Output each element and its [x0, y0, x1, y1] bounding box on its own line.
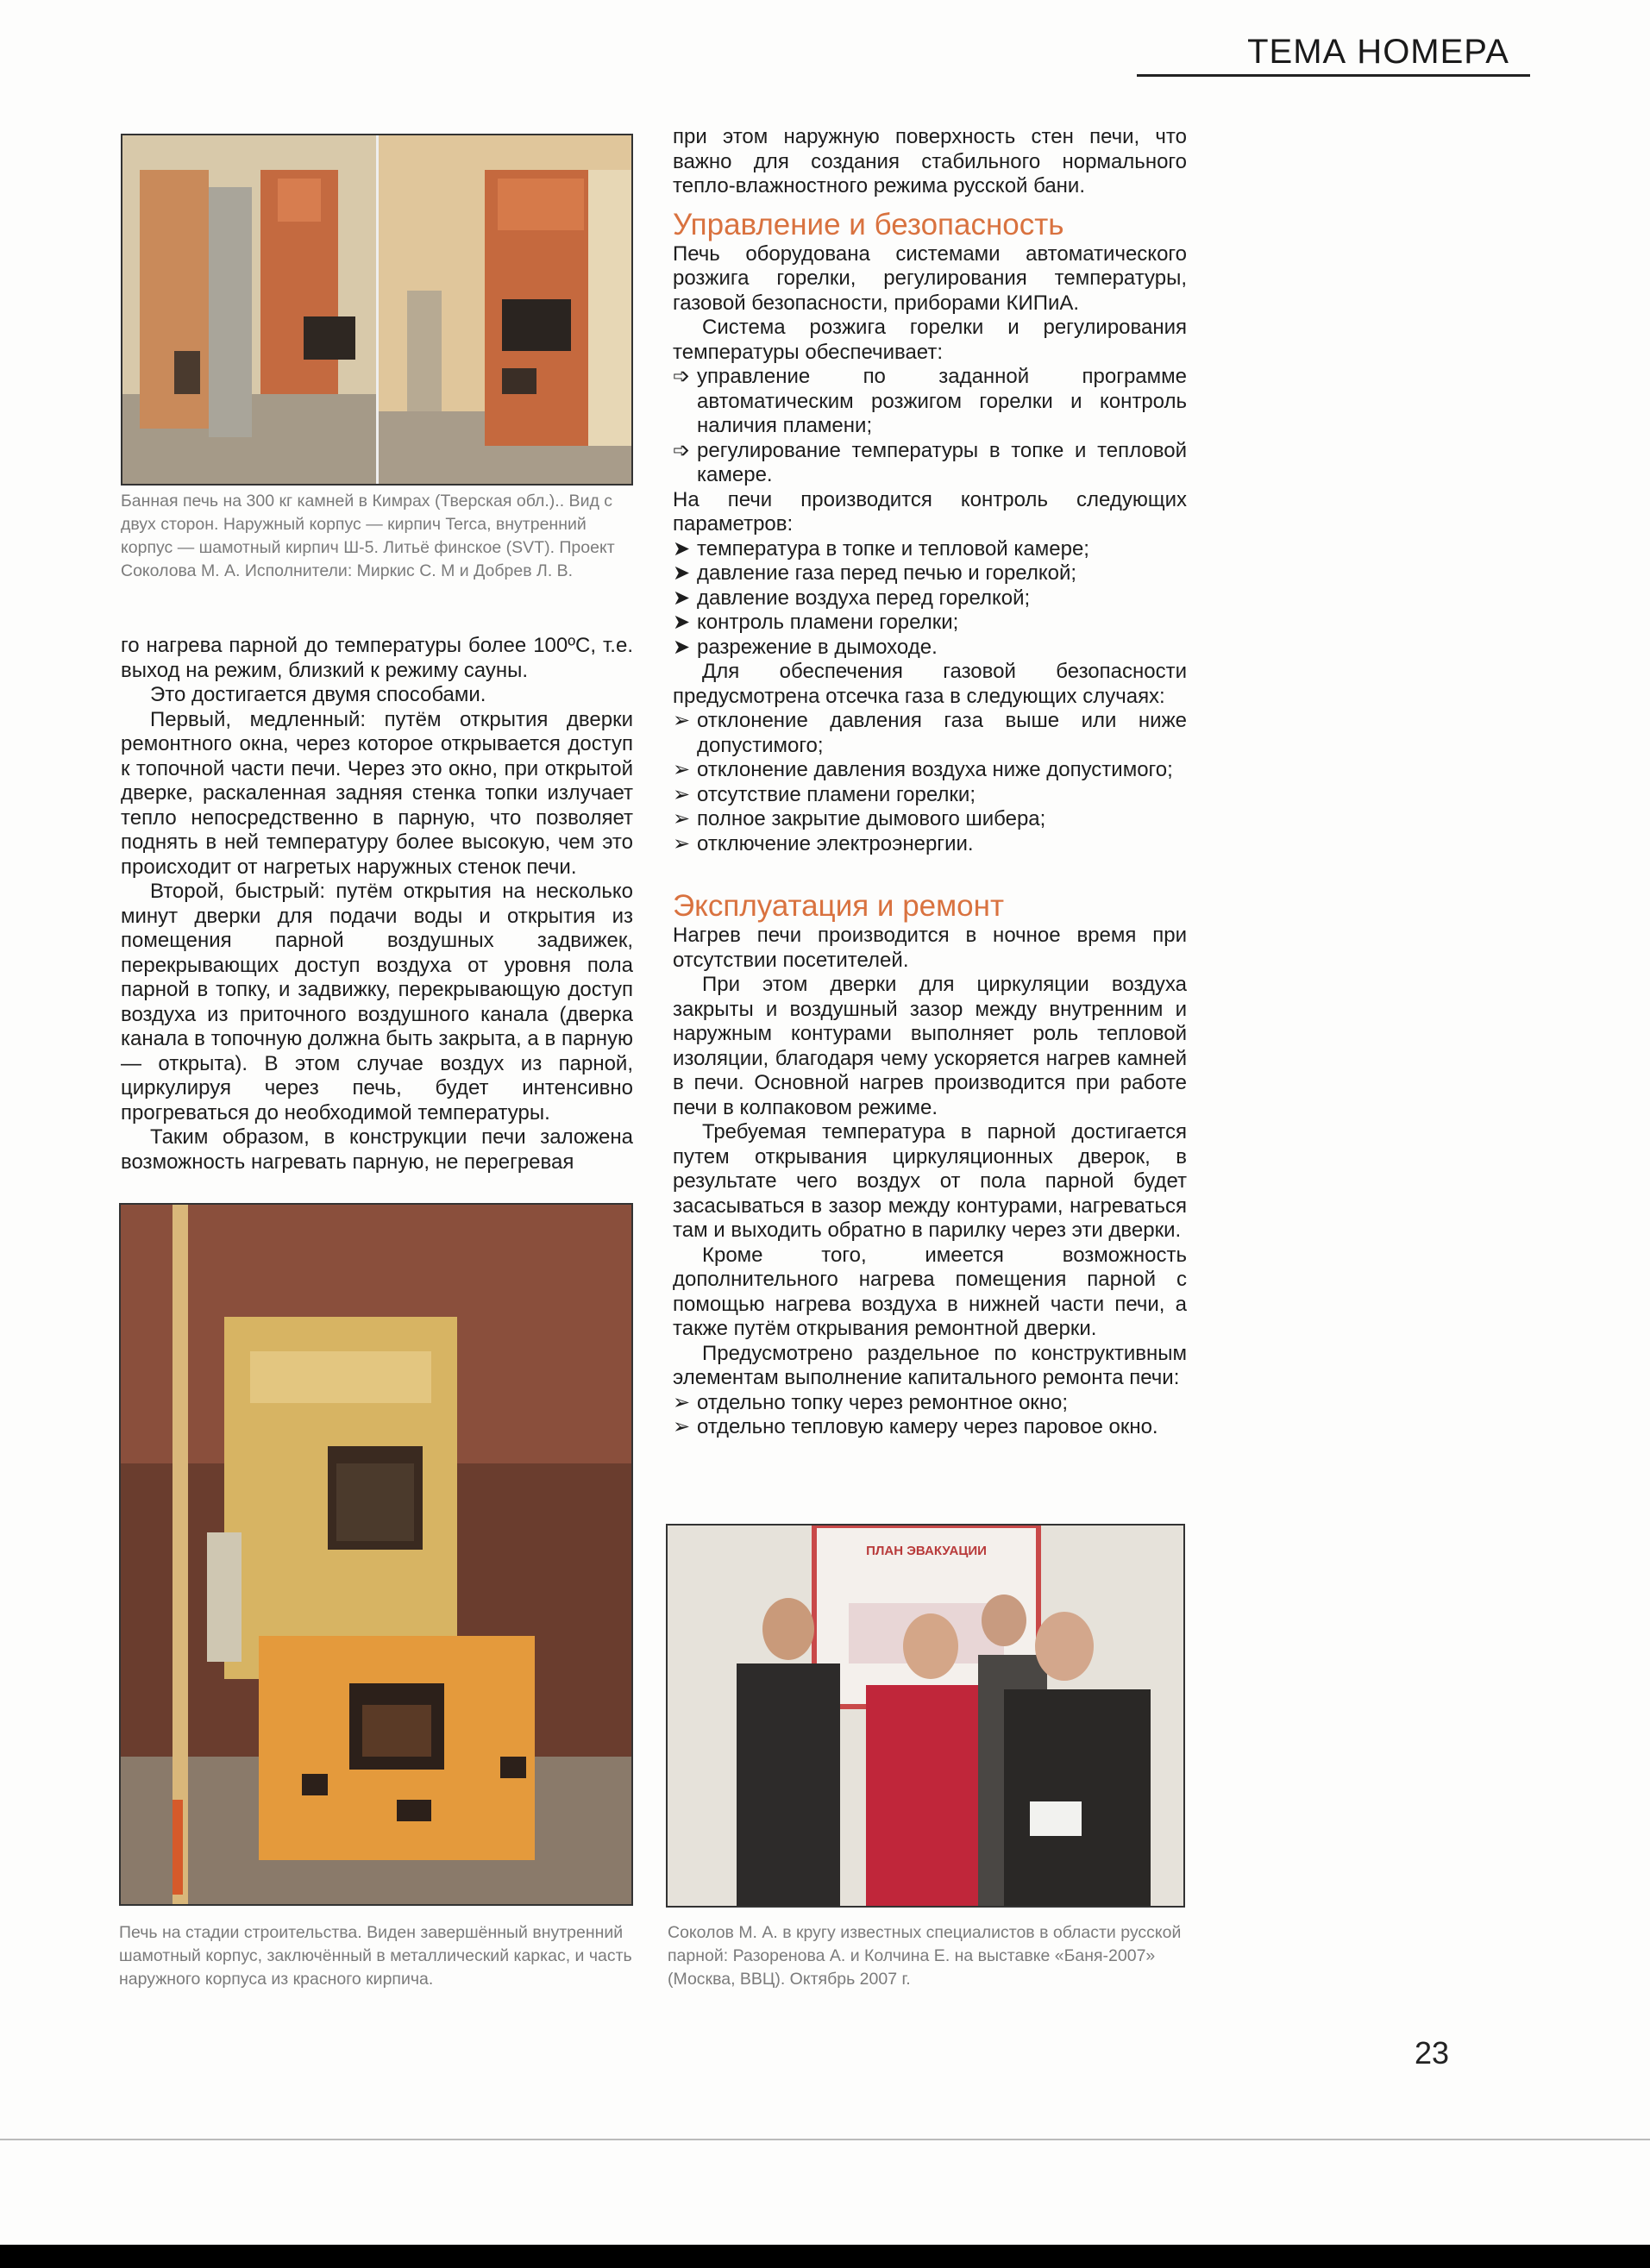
parameter-list [673, 537, 1187, 661]
section-title: ТЕМА НОМЕРА [1247, 33, 1509, 71]
caption-bottom-right: Соколов М. А. в кругу известных специалистов в области русской парной: Разоренова А. и Колчина Е. на выставке «Баня-2007» (Москва, ВВЦ). Октябрь 2007 г. [668, 1923, 1182, 1989]
list-item [673, 1391, 1187, 1416]
arrowhead-icon: ➤ [673, 611, 691, 634]
paragraph: Кроме того, имеется возможность дополнительного нагрева помещения парной с помощью нагрева воздуха в нижней части печи, а также путём открывания ремонтной дверки. [673, 1243, 1187, 1340]
list-item [673, 783, 1187, 808]
list-item [673, 537, 1187, 562]
control-list [673, 365, 1187, 488]
arrowhead-icon: ➤ [673, 586, 691, 610]
list-item-text: контроль пламени горелки; [697, 611, 959, 634]
paragraph: Предусмотрено раздельное по конструктивным элементам выполнение капитального ремонта печи: [673, 1341, 1187, 1389]
list-item [673, 636, 1187, 661]
repair-list [673, 1391, 1187, 1440]
paragraph: Требуемая температура в парной достигается путем открывания циркуляционных дверок, в результате чего воздух от пола парной будет засасываться в зазор между контурами, нагреваться там и выходить обратно в парилку через эти дверки. [673, 1120, 1187, 1242]
list-item-text: регулирование температуры в топке и тепловой камере. [697, 438, 1187, 486]
section-heading: Эксплуатация и ремонт [673, 889, 1005, 923]
arrow-outline-icon: ➩ [673, 365, 691, 388]
arrowhead-icon: ➤ [673, 635, 691, 659]
list-item [673, 611, 1187, 636]
list-item [673, 832, 1187, 857]
evacuation-sign-title: ПЛАН ЭВАКУАЦИИ [866, 1544, 987, 1558]
list-item [673, 758, 1187, 783]
arrowhead-outline-icon: ➢ [673, 1415, 691, 1438]
list-item-text: температура в топке и тепловой камере; [697, 536, 1089, 561]
right-column [673, 125, 1187, 1440]
list-item [673, 1415, 1187, 1440]
paragraph: Нагрев печи производится в ночное время при отсутствии посетителей. [673, 924, 1187, 972]
photo-bathhouse-stove-two-views [121, 134, 633, 486]
list-item [673, 586, 1187, 611]
paragraph: На печи производится контроль следующих параметров: [673, 487, 1187, 536]
arrowhead-outline-icon: ➢ [673, 807, 691, 830]
list-item [673, 365, 1187, 439]
list-item-text: отклонение давления воздуха ниже допустимого; [697, 758, 1173, 781]
arrowhead-outline-icon: ➢ [673, 782, 691, 806]
photo-specialists-exhibition [666, 1524, 1185, 1908]
paragraph: При этом дверки для циркуляции воздуха закрыты и воздушный зазор между внутренним и наружным контурами выполняет роль тепловой изоляции, благодаря чему ускоряется нагрев камней в печи. Основной нагрев производится при работе печи в колпаковом режиме. [673, 973, 1187, 1119]
arrowhead-outline-icon: ➢ [673, 758, 691, 781]
paragraph: Это достигается двумя способами. [150, 683, 486, 706]
arrowhead-outline-icon: ➢ [673, 831, 691, 855]
gas-cutoff-list [673, 709, 1187, 856]
arrow-outline-icon: ➩ [673, 438, 691, 462]
list-item-text: отключение электроэнергии. [697, 831, 974, 855]
section-heading: Управление и безопасность [673, 207, 1064, 241]
list-item [673, 561, 1187, 586]
paragraph: го нагрева парной до температуры более 100ºС, т.е. выход на режим, близкий к режиму сауны. [121, 634, 633, 682]
scan-edge-band [0, 2245, 1650, 2268]
paragraph: Печь оборудована системами автоматического розжига горелки, регулирования температуры, газовой безопасности, приборами КИПиА. [673, 241, 1187, 315]
list-item [673, 807, 1187, 832]
photo-image [668, 1526, 1183, 1906]
list-item-text: полное закрытие дымового шибера; [697, 807, 1046, 830]
photo-image [121, 1205, 631, 1904]
arrowhead-outline-icon: ➢ [673, 1390, 691, 1414]
header-rule [1137, 74, 1530, 77]
left-column [121, 634, 633, 1175]
arrowhead-outline-icon: ➢ [673, 709, 691, 732]
arrowhead-icon: ➤ [673, 536, 691, 561]
list-item-text: давление газа перед печью и горелкой; [697, 561, 1077, 585]
list-item-text: давление воздуха перед горелкой; [697, 586, 1031, 610]
list-item [673, 439, 1187, 488]
paragraph: Система розжига горелки и регулирования температуры обеспечивает: [673, 316, 1187, 364]
paragraph: при этом наружную поверхность стен печи, что важно для создания стабильного нормального тепло-влажностного режима русской бани. [673, 125, 1187, 197]
caption-top-left: Банная печь на 300 кг камней в Кимрах (Тверская обл.).. Вид с двух сторон. Наружный корпус — кирпич Terca, внутренний корпус — шамотный кирпич Ш-5. Литьё финское (SVT). Проект Соколова М. А. Исполнители: Миркис С. М и Добрев Л. В. [121, 492, 615, 580]
photo-stove-construction [119, 1203, 633, 1906]
list-item [673, 709, 1187, 758]
page-number: 23 [1414, 2035, 1449, 2071]
paragraph: Второй, быстрый: путём открытия на несколько минут дверки для подачи воды и открытия из помещения парной воздушных задвижек, перекрывающих доступ воздуха от уровня пола парной в топку, и задвижку, перекрывающую доступ воздуха из приточного воздушного канала (дверка канала в топочную должна быть закрыта, а в парную — открыта). В этом случае воздух из парной, циркулируя через печь, будет интенсивно прогреваться до необходимой температуры. [121, 880, 633, 1125]
list-item-text: отсутствие пламени горелки; [697, 782, 976, 806]
list-item-text: отдельно топку через ремонтное окно; [697, 1390, 1069, 1414]
photo-image [122, 135, 631, 484]
list-item-text: управление по заданной программе автоматическим розжигом горелки и контроль наличия пламени; [697, 365, 1187, 437]
list-item-text: отдельно тепловую камеру через паровое окно. [697, 1415, 1158, 1438]
caption-bottom-left: Печь на стадии строительства. Виден завершённый внутренний шамотный корпус, заключённый в металлический каркас, и часть наружного корпуса из красного кирпича. [119, 1923, 632, 1989]
list-item-text: разрежение в дымоходе. [697, 635, 938, 659]
list-item-text: отклонение давления газа выше или ниже допустимого; [697, 709, 1187, 757]
paragraph: Таким образом, в конструкции печи заложена возможность нагревать парную, не перегревая [121, 1125, 633, 1174]
page-bottom-rule [0, 2139, 1650, 2140]
arrowhead-icon: ➤ [673, 561, 691, 585]
paragraph: Первый, медленный: путём открытия дверки ремонтного окна, через которое открывается доступ к топочной части печи. Через это окно, при открытой дверке, раскаленная задняя стенка топки излучает тепло непосредственно в парную, что позволяет поднять в ней температуру более высокую, чем это происходит от нагретых наружных стенок печи. [121, 707, 633, 879]
paragraph: Для обеспечения газовой безопасности предусмотрена отсечка газа в следующих случаях: [673, 660, 1187, 708]
